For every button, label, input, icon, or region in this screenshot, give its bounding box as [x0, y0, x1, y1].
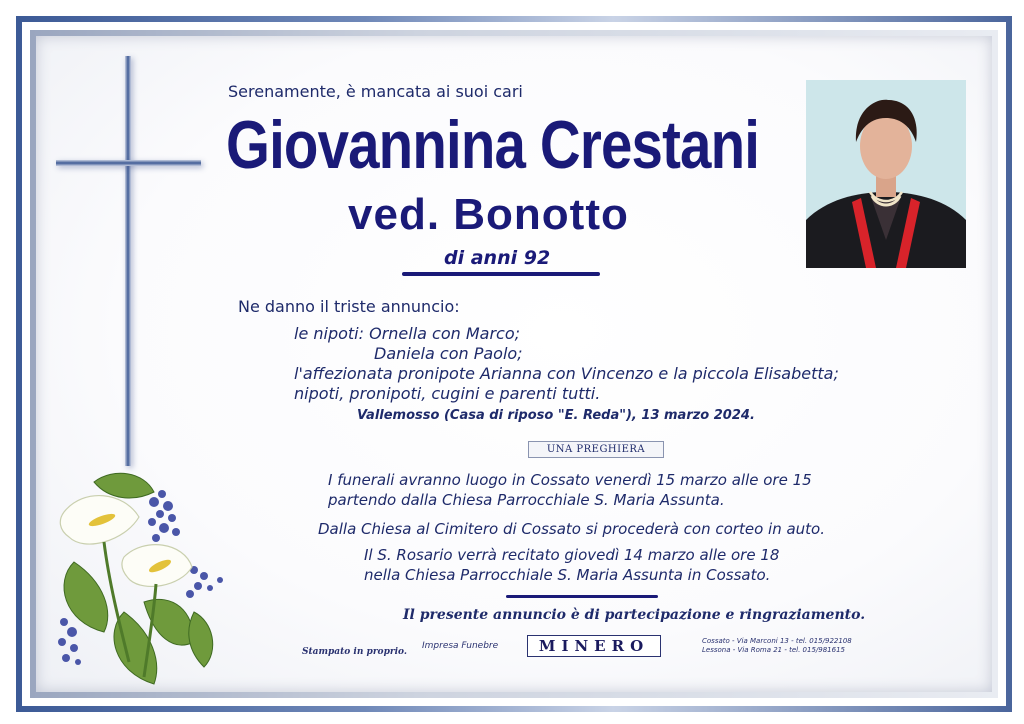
- agency-address: Cossato - Via Marconi 13 - tel. 015/922108: [702, 637, 852, 645]
- family-line: nipoti, pronipoti, cugini e parenti tutti.: [294, 384, 601, 403]
- family-line: Daniela con Paolo;: [374, 344, 523, 363]
- agency-label: Impresa Funebre: [422, 641, 499, 651]
- intro-text: Serenamente, è mancata ai suoi cari: [228, 82, 523, 101]
- married-name: ved. Bonotto: [348, 190, 629, 239]
- funeral-line: I funerali avranno luogo in Cossato venerdì 15 marzo alle ore 15: [328, 471, 812, 489]
- portrait-photo: [806, 80, 966, 268]
- age-text: di anni 92: [444, 247, 551, 269]
- funeral-line: Dalla Chiesa al Cimitero di Cossato si procederà con corteo in auto.: [318, 520, 825, 538]
- thanks-text: Il presente annuncio è di partecipazione e ringraziamento.: [403, 607, 866, 623]
- announcement-text: Ne danno il triste annuncio:: [238, 297, 460, 316]
- cross-icon: [125, 56, 131, 466]
- printed-note: Stampato in proprio.: [302, 647, 407, 657]
- thanks-divider: [506, 595, 658, 598]
- funeral-line: Il S. Rosario verrà recitato giovedì 14 marzo alle ore 18: [364, 546, 780, 564]
- family-line: le nipoti: Ornella con Marco;: [294, 324, 521, 343]
- agency-logo: MINERO: [527, 635, 661, 657]
- family-line: l'affezionata pronipote Arianna con Vincenzo e la piccola Elisabetta;: [294, 364, 839, 383]
- place-date: Vallemosso (Casa di riposo "E. Reda"), 13 marzo 2024.: [357, 408, 755, 423]
- portrait-image: [806, 80, 966, 268]
- age-underline: [402, 272, 600, 276]
- funeral-line: partendo dalla Chiesa Parrocchiale S. Maria Assunta.: [328, 491, 725, 509]
- deceased-name: Giovannina Crestani: [226, 107, 760, 183]
- calla-lily-flowers-icon: [44, 462, 244, 692]
- cross-arm: [56, 160, 201, 166]
- agency-address: Lessona - Via Roma 21 - tel. 015/981615: [702, 646, 845, 654]
- funeral-line: nella Chiesa Parrocchiale S. Maria Assunta in Cossato.: [364, 566, 771, 584]
- prayer-link[interactable]: UNA PREGHIERA: [528, 441, 664, 458]
